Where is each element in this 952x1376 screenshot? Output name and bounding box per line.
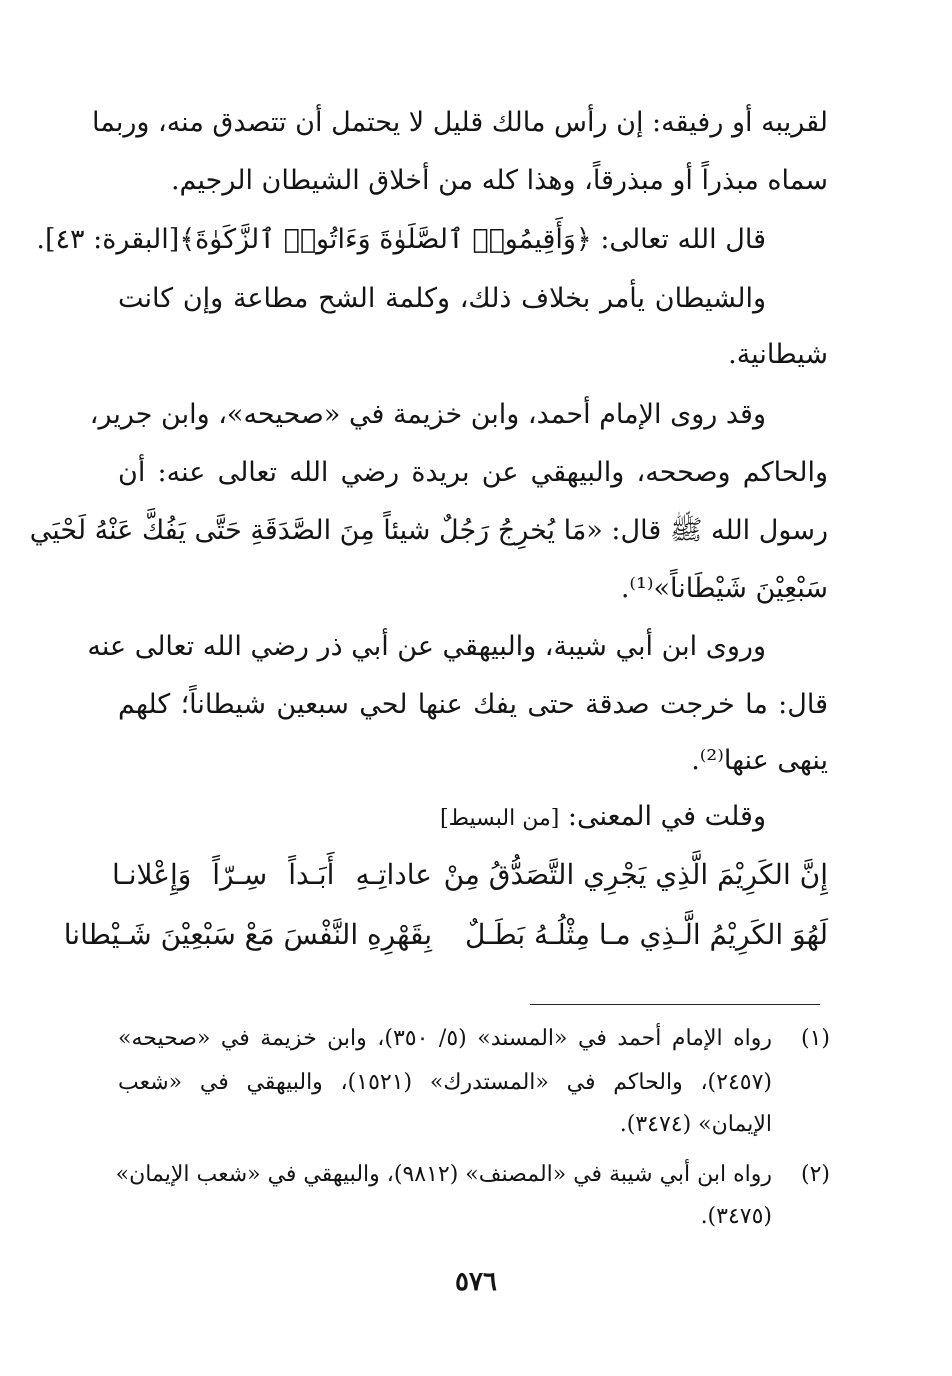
footnote-text: رواه الإمام أحمد في «المسند» (٥/ ٣٥٠)، وابن خزيمة في «صحيحه» [118, 1026, 772, 1051]
verse-2-left-hemistich: بِقَهْرِهِ النَّفْسَ مَعْ سَبْعِيْنَ شَـيْطانا [63, 918, 432, 951]
footnote-text: (٣٤٧٥). [700, 1204, 772, 1229]
text-line: وقد روى الإمام أحمد، وابن خزيمة في «صحيحه»، وابن جرير، [89, 399, 766, 430]
footnote-number: (١) [800, 1026, 830, 1051]
footnote-text: الإيمان» (٣٤٧٤). [619, 1112, 772, 1137]
footnote-text: رواه ابن أبي شيبة في «المصنف» (٩٨١٢)، والبيهقي في «شعب الإيمان» [115, 1162, 772, 1187]
text-line: شيطانية. [728, 339, 828, 370]
footnote-1-cont [118, 1066, 830, 1102]
text-line: والشيطان يأمر بخلاف ذلك، وكلمة الشح مطاعة وإن كانت [118, 283, 766, 314]
footnote-separator [530, 1004, 820, 1005]
hadith-line: سَبْعِيْنَ شَيْطَاناً»⁽¹⁾. [620, 573, 828, 604]
hadith-line: رسول الله ﷺ قال: «مَا يُخرِجُ رَجُلٌ شيئاً مِنَ الصَّدَقَةِ حَتَّى يَفُكَّ عَنْهُ لَحْيَي [29, 515, 828, 546]
poem-intro [118, 794, 766, 842]
footnote-2-cont [118, 1200, 830, 1236]
text-line: قال: ما خرجت صدقة حتى يفك عنها لحي سبعين شيطاناً؛ كلهم [118, 689, 828, 720]
page-number: ٥٧٦ [455, 1267, 497, 1297]
text-line: سماه مبذراً أو مبذرقاً، وهذا كله من أخلاق الشيطان الرجيم. [170, 165, 828, 196]
text-line: والحاكم وصححه، والبيهقي عن بريدة رضي الله تعالى عنه: أن [118, 457, 828, 488]
footnote-2 [115, 1158, 830, 1194]
footnote-1 [118, 1022, 830, 1058]
footnote-number: (٢) [800, 1162, 830, 1187]
verse-1-left-hemistich: عاداتِـهِ أَبَـداً سِـرّاً وَإِعْلانـا [112, 858, 432, 891]
text-line: ينهى عنها⁽²⁾. [691, 745, 828, 776]
poem-meter: [من البسيط] [440, 806, 560, 831]
verse-1-right-hemistich: إِنَّ الكَرِيْمَ الَّذِي يَجْرِي التَّصَدُّقُ مِنْ [443, 858, 828, 891]
footnote-1-cont [118, 1108, 830, 1144]
quran-verse-line: قال الله تعالى: ﴿وَأَقِيمُوا۟ ٱلصَّلَوٰةَ وَءَاتُوا۟ ٱلزَّكَوٰةَ﴾[البقرة: ٤٣]. [36, 224, 766, 255]
verse-2-right-hemistich: لَهُوَ الكَرِيْمُ الَّـذِي مـا مِثْلُـهُ بَطَـلٌ [464, 918, 828, 951]
text-line: وروى ابن أبي شيبة، والبيهقي عن أبي ذر رضي الله تعالى عنه [87, 631, 766, 662]
poem-intro-text: وقلت في المعنى: [567, 801, 766, 832]
footnote-text: (٢٤٥٧)، والحاكم في «المستدرك» (١٥٢١)، والبيهقي في «شعب [118, 1070, 773, 1095]
text-line: لقريبه أو رفيقه: إن رأس مالك قليل لا يحتمل أن تتصدق منه، وربما [91, 107, 828, 138]
